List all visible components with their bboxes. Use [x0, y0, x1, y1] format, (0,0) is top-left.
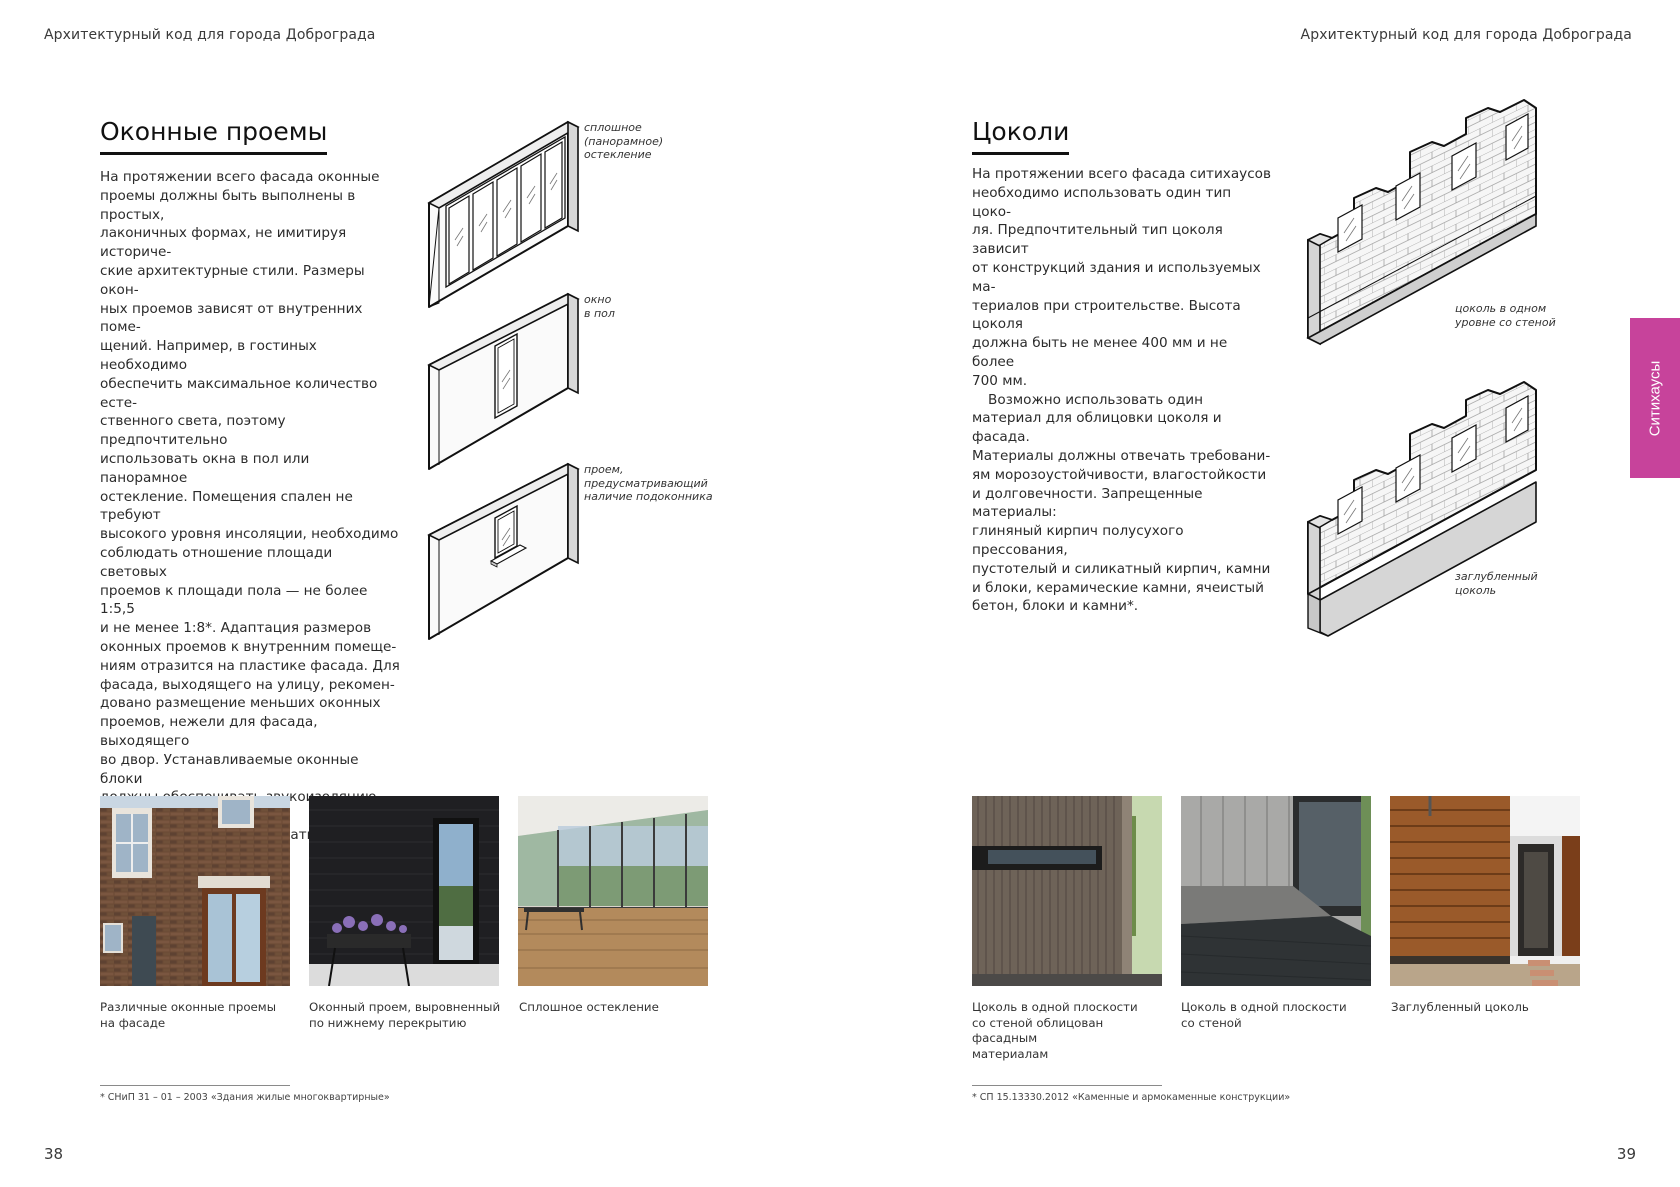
page-number-right: 39: [1616, 1145, 1636, 1163]
floor-window-label: окно в пол: [584, 293, 615, 320]
running-head-right: Архитектурный код для города Доброграда: [1300, 27, 1632, 43]
plinth-flush-diagram: [1300, 118, 1550, 373]
footnote-divider: [100, 1085, 290, 1086]
photo-grey-plinth-flush: [1181, 796, 1371, 986]
window-sill-label: проем, предусматривающий наличие подоконника: [584, 463, 713, 503]
photo-caption: Различные оконные проемы на фасаде: [100, 1000, 277, 1030]
plinth-recessed-label: заглубленный цоколь: [1455, 570, 1538, 597]
section-side-tab-label: Ситихаусы: [1646, 360, 1664, 436]
photo-continuous-glazing: [518, 796, 708, 986]
windows-section-title: Оконные проемы: [100, 118, 327, 155]
panoramic-glazing-diagram: [425, 118, 585, 303]
plinth-section-title: Цоколи: [972, 118, 1069, 155]
photo-caption: Цоколь в одной плоскости со стеной облицован фасадным материалам: [972, 1000, 1138, 1061]
plinth-body-paragraph-2: Возможно использовать один материал для облицовки цоколя и фасада. Материалы должны отвечать требовани- ям морозоустойчивости, влагостойкости и долговечности. Запрещенные материалы: глиняный кирпич полусухого прессования, пустотелый и силикатный кирпич, камни и блоки, керамические камни, ячеистый бетон, блоки и камни*.: [972, 391, 1271, 615]
footnote-divider: [972, 1085, 1162, 1086]
photo-recessed-plinth: [1390, 796, 1580, 986]
photo-brick-facade-windows: [100, 796, 290, 986]
plinth-flush-label: цоколь в одном уровне со стеной: [1455, 302, 1556, 329]
footnote-left: * СНиП 31 – 01 – 2003 «Здания жилые многоквартирные»: [100, 1092, 390, 1103]
page-number-left: 38: [44, 1145, 64, 1163]
panoramic-glazing-label: сплошное (панорамное) остекление: [584, 121, 664, 161]
section-side-tab[interactable]: [1630, 318, 1680, 478]
plinth-body-text: [972, 165, 1272, 616]
running-head-left: Архитектурный код для города Доброграда: [44, 27, 376, 43]
windows-body-text: [100, 168, 400, 882]
windows-body-paragraph: На протяжении всего фасада оконные проемы должны быть выполнены в простых, лаконичных формах, не имитируя историче- ские архитектурные стили. Размеры окон- ных проемов зависят от внутренних поме- щений. Например, в гостиных необходимо обеспечить максимальное количество есте- ственного света, поэтому предпочтительно использовать окна в пол или панорамное остекление. Помещения спален не требуют высокого уровня инсоляции, необходимо соблюдать отношение площади световых проемов к площади пола — не более 1:5,5 и не менее 1:8*. Адаптация размеров оконных проемов к внутренним помеще- ниям отразится на пластике фасада. Для фасада, выходящего на улицу, рекомен- довано размещение меньших оконных проемов, нежели для фасада, выходящего во двор. Устанавливаемые оконные блоки: [100, 169, 400, 787]
photo-dark-wood-facade: [309, 796, 499, 986]
plinth-recessed-diagram: [1300, 410, 1550, 645]
photo-caption: Цоколь в одной плоскости со стеной: [1181, 1000, 1347, 1030]
footnote-right: * СП 15.13330.2012 «Каменные и армокаменные конструкции»: [972, 1092, 1291, 1103]
photo-wood-plinth-flush: [972, 796, 1162, 986]
floor-window-diagram: [425, 290, 585, 475]
photo-caption: Заглубленный цоколь: [1391, 1000, 1529, 1014]
window-with-sill-diagram: [425, 460, 585, 645]
photo-caption: Оконный проем, выровненный по нижнему перекрытию: [309, 1000, 501, 1030]
photo-caption: Сплошное остекление: [519, 1000, 659, 1014]
plinth-body-paragraph-1: На протяжении всего фасада ситихаусов необходимо использовать один тип цоко- ля. Предпочтительный тип цоколя зависит от конструкций здания и используемых ма- териалов при строительстве. Высота цоколя должна быть не менее 400 мм и не более 700 мм.: [972, 166, 1272, 389]
